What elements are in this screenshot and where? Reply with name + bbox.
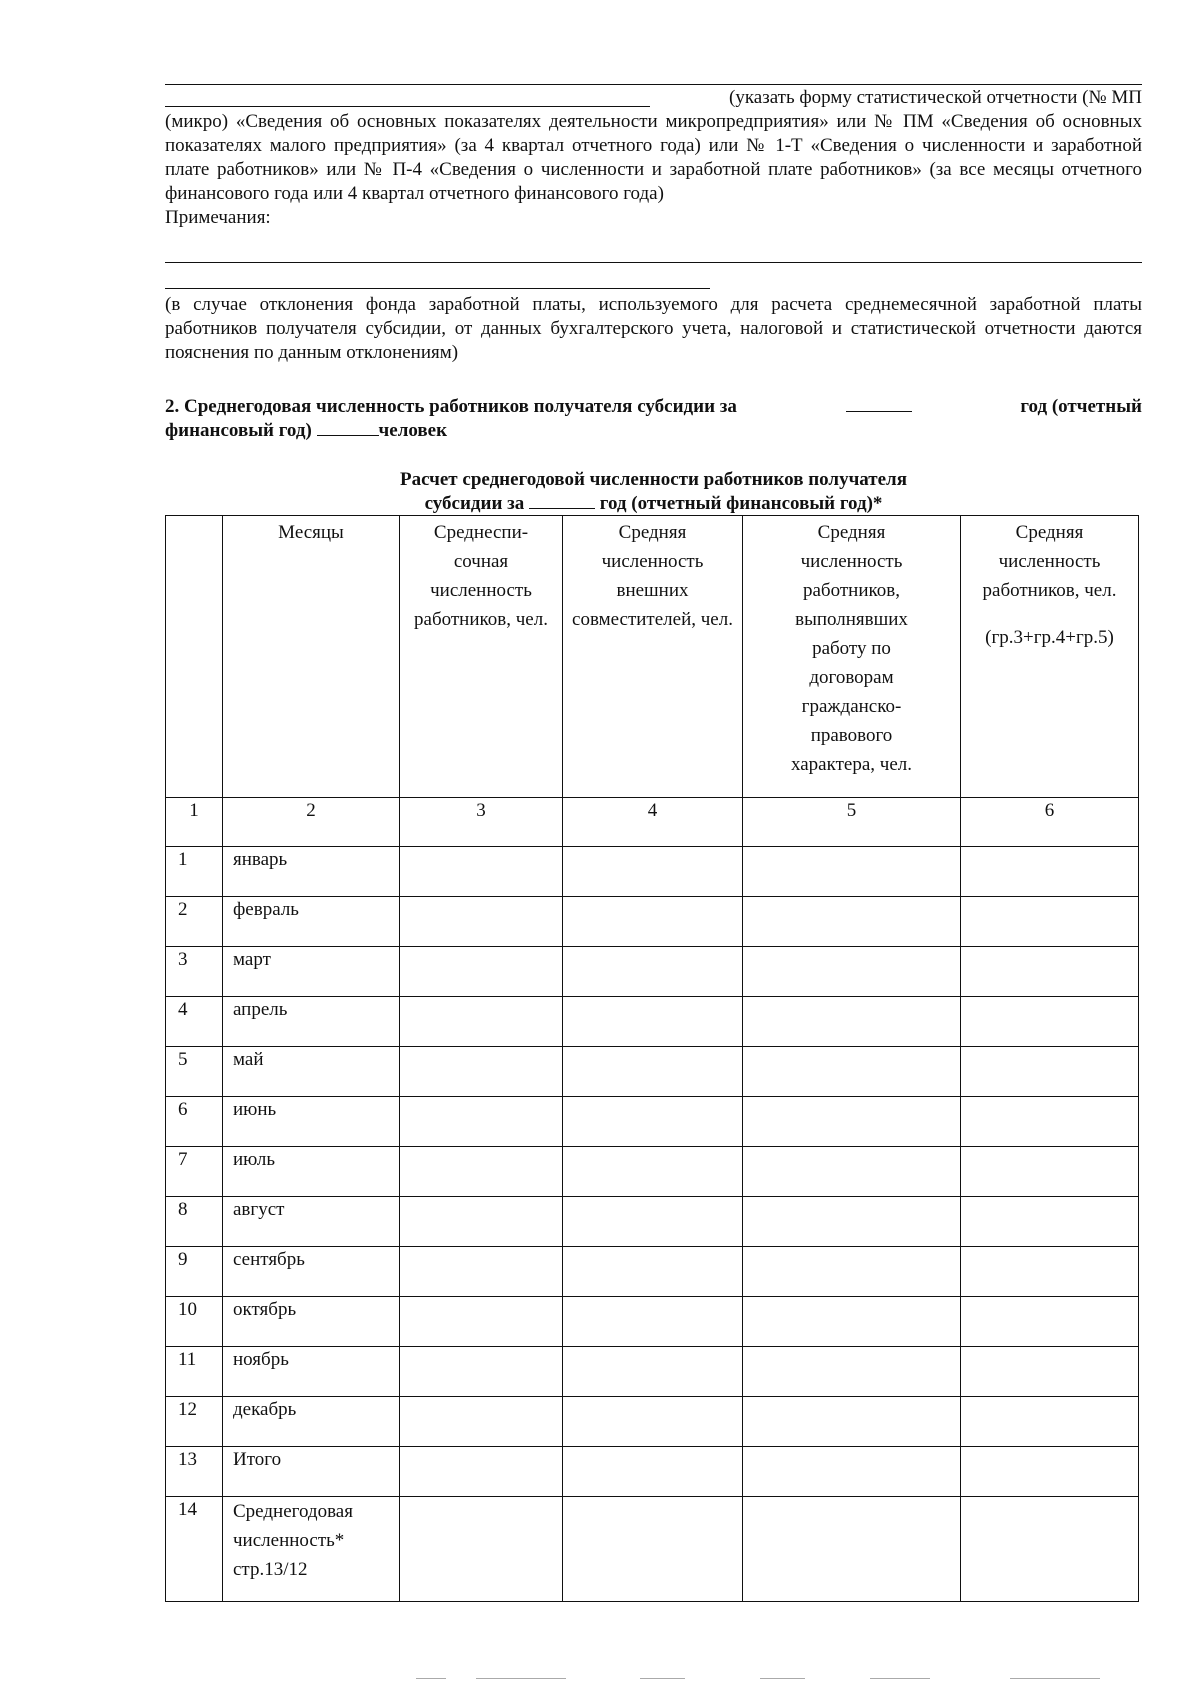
section2-text-1: 2. Среднегодовая численность работников получателя субсидии за bbox=[165, 396, 737, 417]
table-row-average-annual bbox=[166, 1497, 1139, 1602]
cell-input[interactable] bbox=[400, 897, 563, 947]
cell-input[interactable] bbox=[961, 1347, 1139, 1397]
row-label: январь bbox=[223, 847, 400, 897]
row-number: 1 bbox=[166, 847, 223, 897]
row-number: 3 bbox=[166, 947, 223, 997]
cell-input[interactable] bbox=[743, 1447, 961, 1497]
year-blank[interactable] bbox=[846, 395, 912, 412]
cell-input[interactable] bbox=[400, 947, 563, 997]
cell-input[interactable] bbox=[400, 1247, 563, 1297]
cell-input[interactable] bbox=[400, 1497, 563, 1602]
row-number: 8 bbox=[166, 1197, 223, 1247]
cell-input[interactable] bbox=[563, 1247, 743, 1297]
cell-input[interactable] bbox=[743, 1397, 961, 1447]
section2-text-4: человек bbox=[378, 420, 448, 441]
cell-input[interactable] bbox=[563, 1147, 743, 1197]
row-number: 5 bbox=[166, 1047, 223, 1097]
scan-artifact-line bbox=[870, 1678, 930, 1679]
row-label-average-annual: Среднегодовая численность* стр.13/12 bbox=[223, 1497, 400, 1602]
cell-input[interactable] bbox=[400, 1097, 563, 1147]
cell-input[interactable] bbox=[563, 1297, 743, 1347]
cell-input[interactable] bbox=[400, 997, 563, 1047]
cell-input[interactable] bbox=[563, 897, 743, 947]
cell-input[interactable] bbox=[563, 1447, 743, 1497]
cell-input[interactable] bbox=[563, 847, 743, 897]
cell-input[interactable] bbox=[961, 1447, 1139, 1497]
table-row bbox=[166, 1147, 1139, 1197]
cell-input[interactable] bbox=[743, 1347, 961, 1397]
row-label: ноябрь bbox=[223, 1347, 400, 1397]
cell-input[interactable] bbox=[400, 1297, 563, 1347]
header-external-part-time: Средняя численность внешних совместителей, чел. bbox=[563, 516, 743, 798]
col-number: 4 bbox=[563, 798, 743, 847]
cell-input[interactable] bbox=[563, 1497, 743, 1602]
cell-input[interactable] bbox=[400, 1197, 563, 1247]
cell-input[interactable] bbox=[743, 1097, 961, 1147]
row-number: 4 bbox=[166, 997, 223, 1047]
cell-input[interactable] bbox=[743, 997, 961, 1047]
table-row bbox=[166, 1197, 1139, 1247]
cell-input[interactable] bbox=[400, 1047, 563, 1097]
table-year-blank[interactable] bbox=[529, 492, 595, 509]
cell-input[interactable] bbox=[563, 1197, 743, 1247]
section2-text-2: год (отчетный bbox=[1020, 396, 1142, 417]
cell-input[interactable] bbox=[400, 1397, 563, 1447]
cell-input[interactable] bbox=[961, 1397, 1139, 1447]
table-row bbox=[166, 1097, 1139, 1147]
cell-input[interactable] bbox=[743, 1047, 961, 1097]
row-label: октябрь bbox=[223, 1297, 400, 1347]
row-label: февраль bbox=[223, 897, 400, 947]
statistical-form-first-line bbox=[165, 86, 1142, 110]
header-col-1 bbox=[166, 516, 223, 798]
headcount-blank[interactable] bbox=[317, 419, 379, 436]
cell-input[interactable] bbox=[961, 1497, 1139, 1602]
cell-input[interactable] bbox=[743, 1147, 961, 1197]
table-header-row bbox=[166, 516, 1139, 798]
form-note-body: (микро) «Сведения об основных показателях деятельности микропредприятия» или № ПМ «Сведения об основных показателях малого предприятия» (за 4 квартал отчетного года) или № 1-Т «Сведения о численности и заработной плате работников» или № П-4 «Сведения о численности и заработной плате работников» (за все месяцы отчетного финансового года или 4 квартал отчетного финансового года) bbox=[165, 111, 1142, 204]
cell-input[interactable] bbox=[961, 1097, 1139, 1147]
table-row bbox=[166, 997, 1139, 1047]
cell-input[interactable] bbox=[961, 1297, 1139, 1347]
row-number: 11 bbox=[166, 1347, 223, 1397]
scan-artifact-line bbox=[760, 1678, 805, 1679]
header-average-total bbox=[961, 516, 1139, 798]
cell-input[interactable] bbox=[961, 997, 1139, 1047]
section2-text-3: финансовый год) bbox=[165, 420, 312, 441]
row-number: 9 bbox=[166, 1247, 223, 1297]
header-average-total-text: Средняя численность работников, чел. bbox=[982, 522, 1117, 601]
cell-input[interactable] bbox=[743, 847, 961, 897]
col-number: 2 bbox=[223, 798, 400, 847]
col-number: 1 bbox=[166, 798, 223, 847]
header-formula: (гр.3+гр.4+гр.5) bbox=[985, 627, 1114, 648]
row-label: сентябрь bbox=[223, 1247, 400, 1297]
cell-input[interactable] bbox=[961, 1197, 1139, 1247]
notes-line-1 bbox=[165, 262, 1142, 263]
cell-input[interactable] bbox=[563, 947, 743, 997]
row-label: июль bbox=[223, 1147, 400, 1197]
row-number: 13 bbox=[166, 1447, 223, 1497]
cell-input[interactable] bbox=[743, 1297, 961, 1347]
table-row bbox=[166, 1347, 1139, 1397]
statistical-form-note bbox=[165, 86, 1142, 230]
row-label: июнь bbox=[223, 1097, 400, 1147]
row-number: 10 bbox=[166, 1297, 223, 1347]
table-row bbox=[166, 1397, 1139, 1447]
cell-input[interactable] bbox=[743, 1197, 961, 1247]
scan-artifact-line bbox=[476, 1678, 566, 1679]
row-number: 6 bbox=[166, 1097, 223, 1147]
cell-input[interactable] bbox=[400, 1347, 563, 1397]
cell-input[interactable] bbox=[743, 1247, 961, 1297]
form-note-first-text: (указать форму статистической отчетности (№ МП bbox=[729, 87, 1142, 108]
form-fill-line bbox=[165, 106, 650, 107]
notes-line-2 bbox=[165, 288, 710, 289]
deviation-note: (в случае отклонения фонда заработной платы, используемого для расчета среднемесячной заработной платы работников получателя субсидии, от данных бухгалтерского учета, налоговой и статистической отчетности даются пояснения по данным отклонениям) bbox=[165, 294, 1142, 363]
cell-input[interactable] bbox=[743, 1497, 961, 1602]
cell-input[interactable] bbox=[400, 1147, 563, 1197]
section2-average-headcount bbox=[165, 395, 1142, 443]
headcount-table bbox=[165, 515, 1139, 1602]
row-number: 14 bbox=[166, 1497, 223, 1602]
column-numbers-row bbox=[166, 798, 1139, 847]
cell-input[interactable] bbox=[563, 1097, 743, 1147]
table-title-line2: субсидии за год (отчетный финансовый год)* bbox=[424, 493, 883, 514]
col-number: 5 bbox=[743, 798, 961, 847]
row-number: 2 bbox=[166, 897, 223, 947]
scan-artifact-line bbox=[1010, 1678, 1100, 1679]
row-label: апрель bbox=[223, 997, 400, 1047]
row-label: декабрь bbox=[223, 1397, 400, 1447]
table-row bbox=[166, 1447, 1139, 1497]
row-label: Итого bbox=[223, 1447, 400, 1497]
cell-input[interactable] bbox=[563, 1397, 743, 1447]
table-title bbox=[165, 468, 1142, 516]
table-row bbox=[166, 847, 1139, 897]
cell-input[interactable] bbox=[961, 1047, 1139, 1097]
cell-input[interactable] bbox=[400, 847, 563, 897]
table-row bbox=[166, 1247, 1139, 1297]
row-number: 12 bbox=[166, 1397, 223, 1447]
table-title-line1: Расчет среднегодовой численности работников получателя bbox=[400, 469, 907, 490]
row-number: 7 bbox=[166, 1147, 223, 1197]
top-blank-line bbox=[165, 84, 1142, 85]
cell-input[interactable] bbox=[961, 1147, 1139, 1197]
table-row bbox=[166, 897, 1139, 947]
cell-input[interactable] bbox=[400, 1447, 563, 1497]
cell-input[interactable] bbox=[961, 847, 1139, 897]
cell-input[interactable] bbox=[743, 897, 961, 947]
header-list-headcount: Среднеспи-сочная численность работников, чел. bbox=[400, 516, 563, 798]
cell-input[interactable] bbox=[563, 1047, 743, 1097]
col-number: 6 bbox=[961, 798, 1139, 847]
header-civil-contracts: Средняя численность работников, выполнявших работу по договорам гражданско-правового характера, чел. bbox=[743, 516, 961, 798]
scan-artifact-line bbox=[416, 1678, 446, 1679]
table-row bbox=[166, 947, 1139, 997]
cell-input[interactable] bbox=[563, 1347, 743, 1397]
cell-input[interactable] bbox=[961, 897, 1139, 947]
table-row bbox=[166, 1297, 1139, 1347]
scan-artifact-line bbox=[640, 1678, 685, 1679]
table-row bbox=[166, 1047, 1139, 1097]
cell-input[interactable] bbox=[961, 1247, 1139, 1297]
row-label: май bbox=[223, 1047, 400, 1097]
row-label: март bbox=[223, 947, 400, 997]
cell-input[interactable] bbox=[563, 997, 743, 1047]
col-number: 3 bbox=[400, 798, 563, 847]
cell-input[interactable] bbox=[961, 947, 1139, 997]
header-months: Месяцы bbox=[223, 516, 400, 798]
notes-label: Примечания: bbox=[165, 207, 271, 228]
row-label: август bbox=[223, 1197, 400, 1247]
cell-input[interactable] bbox=[743, 947, 961, 997]
